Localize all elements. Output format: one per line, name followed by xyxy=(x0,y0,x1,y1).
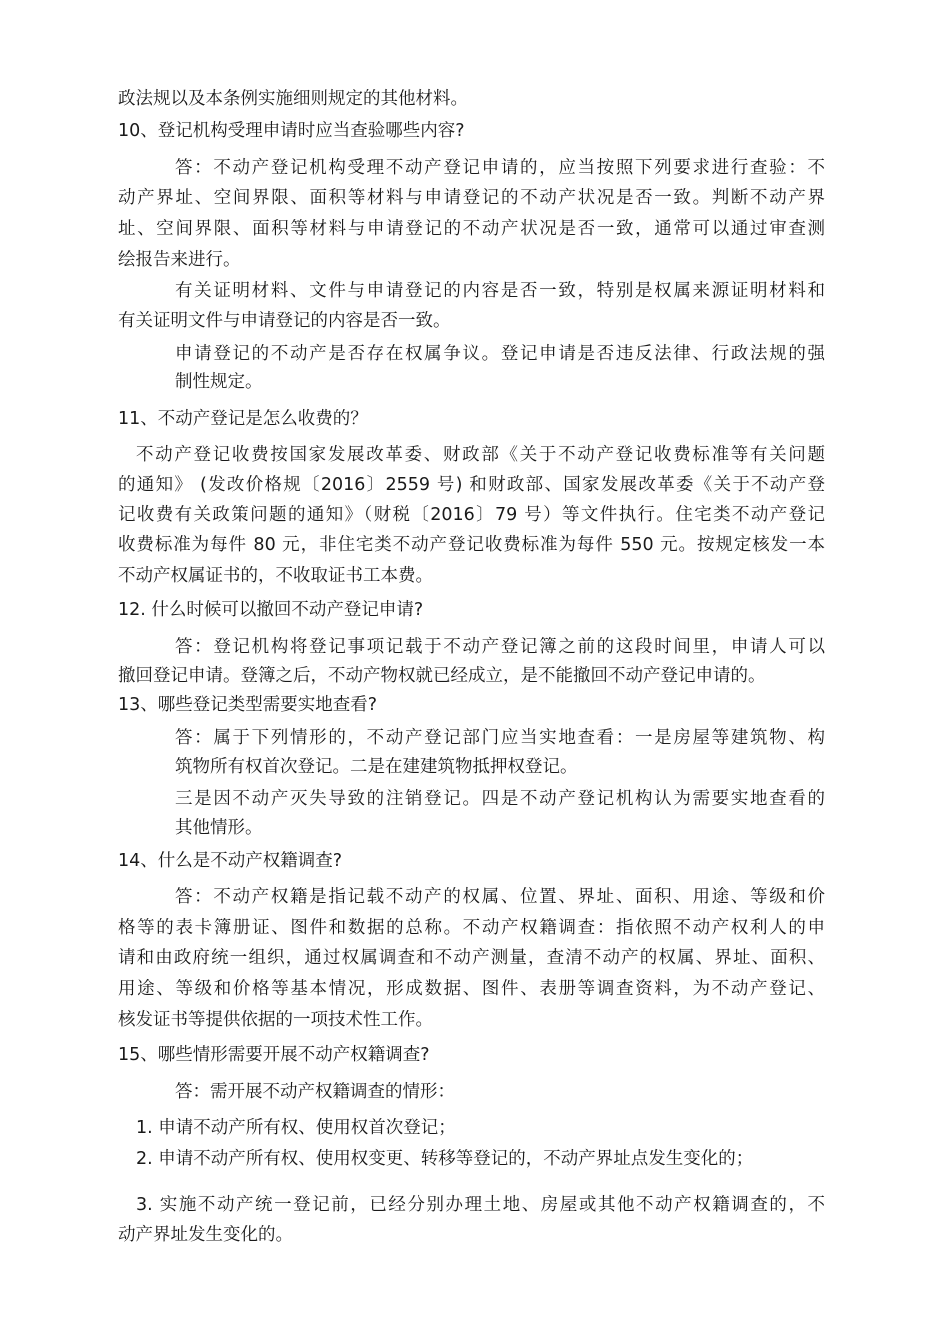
answer-line: 答：不动产权籍是指记载不动产的权属、位置、界址、面积、用途、等级和价 xyxy=(175,887,825,907)
answer-line: 记收费有关政策问题的通知》（财税〔2016〕79 号）等文件执行。住宅类不动产登记 xyxy=(118,505,825,525)
answer-line: 格等的表卡簿册证、图件和数据的总称。不动产权籍调查：指依照不动产权利人的申 xyxy=(118,918,825,938)
answer-line: 有关证明文件与申请登记的内容是否一致。 xyxy=(118,311,451,331)
answer-line: 其他情形。 xyxy=(175,818,263,838)
answer-line: 撤回登记申请。登簿之后，不动产物权就已经成立，是不能撤回不动产登记申请的。 xyxy=(118,666,766,686)
list-item: 1. 申请不动产所有权、使用权首次登记； xyxy=(136,1118,456,1138)
answer-line: 动产界址、空间界限、面积等材料与申请登记的不动产状况是否一致。判断不动产界 xyxy=(118,188,825,208)
answer-line: 址、空间界限、面积等材料与申请登记的不动产状况是否一致，通常可以通过审查测 xyxy=(118,219,825,239)
answer-line: 三是因不动产灭失导致的注销登记。四是不动产登记机构认为需要实地查看的 xyxy=(175,789,825,809)
list-item: 动产界址发生变化的。 xyxy=(118,1225,293,1245)
answer-line: 答：需开展不动产权籍调查的情形： xyxy=(175,1082,455,1102)
question-heading: 14、什么是不动产权籍调查? xyxy=(118,851,343,871)
answer-line: 筑物所有权首次登记。二是在建建筑物抵押权登记。 xyxy=(175,757,578,777)
answer-line: 制性规定。 xyxy=(175,372,263,392)
question-heading: 10、登记机构受理申请时应当查验哪些内容? xyxy=(118,121,465,141)
answer-line: 收费标准为每件 80 元，非住宅类不动产登记收费标准为每件 550 元。按规定核发一本 xyxy=(118,535,825,555)
question-heading: 11、不动产登记是怎么收费的？ xyxy=(118,409,368,429)
answer-line: 申请登记的不动产是否存在权属争议。登记申请是否违反法律、行政法规的强 xyxy=(175,344,825,364)
list-item: 3. 实施不动产统一登记前，已经分别办理土地、房屋或其他不动产权籍调查的，不 xyxy=(136,1195,825,1215)
answer-line: 有关证明材料、文件与申请登记的内容是否一致，特别是权属来源证明材料和 xyxy=(175,281,825,301)
answer-line: 答：登记机构将登记事项记载于不动产登记簿之前的这段时间里，申请人可以 xyxy=(175,637,825,657)
answer-line: 答：不动产登记机构受理不动产登记申请的，应当按照下列要求进行查验：不 xyxy=(175,158,825,178)
list-item: 2. 申请不动产所有权、使用权变更、转移等登记的，不动产界址点发生变化的； xyxy=(136,1149,754,1169)
answer-line: 的通知》 (发改价格规〔2016〕2559 号) 和财政部、国家发展改革委《关于不动产登 xyxy=(118,475,825,495)
answer-line: 不动产登记收费按国家发展改革委、财政部《关于不动产登记收费标准等有关问题 xyxy=(136,445,825,465)
answer-line: 核发证书等提供依据的一项技术性工作。 xyxy=(118,1010,433,1030)
answer-line: 用途、等级和价格等基本情况，形成数据、图件、表册等调查资料，为不动产登记、 xyxy=(118,979,825,999)
question-heading: 12. 什么时候可以撤回不动产登记申请? xyxy=(118,600,424,620)
answer-line: 请和由政府统一组织，通过权属调查和不动产测量，查清不动产的权属、界址、面积、 xyxy=(118,948,825,968)
text-line: 政法规以及本条例实施细则规定的其他材料。 xyxy=(118,89,468,109)
question-heading: 13、哪些登记类型需要实地查看? xyxy=(118,695,378,715)
question-heading: 15、哪些情形需要开展不动产权籍调查? xyxy=(118,1045,430,1065)
answer-line: 答：属于下列情形的，不动产登记部门应当实地查看：一是房屋等建筑物、构 xyxy=(175,728,825,748)
answer-line: 绘报告来进行。 xyxy=(118,250,241,270)
answer-line: 不动产权属证书的，不收取证书工本费。 xyxy=(118,566,433,586)
